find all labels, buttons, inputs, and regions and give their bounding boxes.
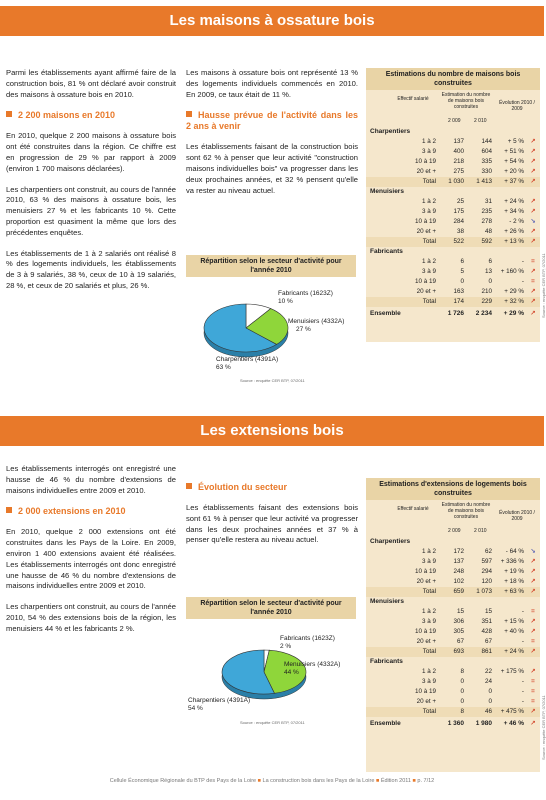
row-label: Ensemble	[370, 720, 401, 727]
table-years-row	[366, 118, 540, 127]
row-label: Total	[422, 178, 436, 185]
cell-evolution: + 34 %	[504, 208, 524, 215]
square-bullet-icon: ■	[375, 778, 380, 784]
cell-evolution: + 63 %	[504, 588, 524, 595]
subheading: 2 000 extensions en 2010	[6, 506, 176, 517]
paragraph: Les maisons à ossature bois ont représenté 13 % des logements individuels commencés en 2010. En 2009, ce taux était de 11 %.	[186, 68, 358, 99]
square-bullet-icon	[6, 507, 12, 513]
cell-2009: 305	[453, 628, 464, 635]
cell-2009: 172	[453, 548, 464, 555]
cell-evolution: + 32 %	[504, 298, 524, 305]
row-label: 3 à 9	[421, 268, 436, 275]
column-header-evolution: Évolution 2010 / 2009	[499, 100, 535, 112]
table-title: Estimations du nombre de maisons bois construites	[366, 68, 540, 90]
cell-evolution: + 29 %	[504, 288, 524, 295]
paragraph: En 2010, quelque 2 200 maisons à ossature bois ont été construites dans la région. Ce chiffre est en progression de 29 % par rapport à 2009 (environ 1 700 maisons déclarées).	[6, 131, 176, 173]
equal-icon: =	[531, 608, 535, 615]
square-bullet-icon	[186, 111, 192, 117]
equal-icon: =	[531, 698, 535, 705]
table-row	[366, 627, 540, 637]
row-label: 20 et +	[416, 168, 436, 175]
cell-evolution: + 40 %	[504, 628, 524, 635]
data-table-extensions	[366, 478, 540, 772]
table-row	[366, 667, 540, 677]
row-label: 10 à 19	[414, 688, 436, 695]
cell-2009: 175	[453, 208, 464, 215]
pie-label-menuisiers: Menuisiers (4332A)	[284, 661, 341, 668]
cell-2009: 137	[453, 138, 464, 145]
cell-2010: 144	[481, 138, 492, 145]
cell-evolution: -	[521, 678, 524, 685]
pie-label-fabricants: Fabricants (1623Z)	[280, 635, 335, 642]
table-row	[366, 687, 540, 697]
row-label: 10 à 19	[414, 218, 436, 225]
cell-2010: 1 073	[476, 588, 492, 595]
cell-2009: 0	[460, 678, 464, 685]
arrow-up-right-icon: ↗	[530, 158, 536, 165]
cell-evolution: + 29 %	[503, 310, 524, 317]
cell-2009: 218	[453, 158, 464, 165]
cell-2010: 31	[484, 198, 492, 205]
footer-edition: Édition 2011	[380, 778, 411, 784]
table-column-headers	[366, 90, 540, 118]
cell-2010: 861	[481, 648, 492, 655]
subheading: Évolution du secteur	[186, 482, 358, 493]
cell-2010: 22	[484, 668, 492, 675]
chart-source: Source : enquête CER BTP, 07/2011	[240, 378, 305, 383]
cell-evolution: + 160 %	[500, 268, 524, 275]
cell-evolution: + 15 %	[504, 618, 524, 625]
cell-evolution: -	[521, 258, 524, 265]
row-label: 10 à 19	[414, 628, 436, 635]
table-total-row	[366, 587, 540, 597]
arrow-up-right-icon: ↗	[530, 268, 536, 275]
cell-2009: 275	[453, 168, 464, 175]
table-source: Source : enquête CER BTP, 07/2011	[541, 253, 546, 318]
cell-evolution: + 19 %	[504, 568, 524, 575]
paragraph: Les établissements interrogés ont enregistré une hausse de 46 % du nombre d'extensions de maisons individuelles entre 2009 et 2010.	[6, 464, 176, 495]
cell-2010: 13	[484, 268, 492, 275]
cell-2009: 659	[453, 588, 464, 595]
cell-evolution: + 54 %	[504, 158, 524, 165]
arrow-up-right-icon: ↗	[530, 208, 536, 215]
arrow-up-right-icon: ↗	[530, 148, 536, 155]
group-label: Menuisiers	[370, 188, 404, 195]
section-banner-maisons	[0, 6, 544, 36]
pie-label-fabricants-pct: 10 %	[278, 298, 293, 305]
table-years-row	[366, 528, 540, 537]
group-label: Charpentiers	[370, 538, 411, 545]
chart-title: Répartition selon le secteur d'activité pour l'année 2010	[186, 255, 356, 277]
paragraph: En 2010, quelque 2 000 extensions ont été construites dans les Pays de la Loire. En 2009, environ 1 400 extensions avaient été réalisées. Les établissements interrogés ont donc enregistré une hausse de 46 % du nombre d'extensions de maisons individuelles entre 2009 et 2010.	[6, 527, 176, 591]
cell-2010: 604	[481, 148, 492, 155]
cell-evolution: + 175 %	[500, 668, 524, 675]
row-label: 20 et +	[416, 228, 436, 235]
data-table-maisons	[366, 68, 540, 342]
table-row	[366, 557, 540, 567]
cell-2009: 1 360	[447, 720, 464, 727]
cell-2009: 67	[456, 638, 464, 645]
pie-label-fabricants: Fabricants (1623Z)	[278, 290, 333, 297]
square-bullet-icon: ■	[412, 778, 416, 784]
row-label: Total	[422, 298, 436, 305]
cell-2009: 0	[460, 278, 464, 285]
cell-2009: 0	[460, 688, 464, 695]
cell-2010: 67	[484, 638, 492, 645]
cell-evolution: + 13 %	[504, 238, 524, 245]
chart-source: Source : enquête CER BTP, 07/2011	[240, 720, 305, 725]
pie-chart-extensions	[186, 628, 356, 718]
cell-2010: 15	[484, 608, 492, 615]
paragraph: Les charpentiers ont construit, au cours de l'année 2010, 63 % des maisons à ossature bois, les menuisiers 27 % et les fabricants 10 %. Cette proportion est quasiment la même que lors des précédentes enquêtes.	[6, 184, 176, 237]
cell-2010: 335	[481, 158, 492, 165]
cell-2010: 6	[488, 258, 492, 265]
column-header-estimation: Estimation du nombre de maisons bois construites	[441, 502, 491, 520]
pie-label-charpentiers: Charpentiers (4391A)	[216, 356, 279, 363]
table-group-header	[366, 187, 540, 197]
square-bullet-icon	[186, 483, 192, 489]
cell-evolution: + 37 %	[504, 178, 524, 185]
group-label: Fabricants	[370, 658, 403, 665]
arrow-up-right-icon: ↗	[530, 568, 536, 575]
group-label: Charpentiers	[370, 128, 411, 135]
cell-2009: 1 030	[448, 178, 464, 185]
arrow-up-right-icon: ↗	[530, 628, 536, 635]
cell-2010: 294	[481, 568, 492, 575]
cell-2010: 0	[488, 688, 492, 695]
table-row	[366, 207, 540, 217]
cell-evolution: -	[521, 688, 524, 695]
subheading: 2 200 maisons en 2010	[6, 110, 176, 121]
cell-2010: 278	[481, 218, 492, 225]
arrow-up-right-icon: ↗	[530, 578, 536, 585]
footer-page: p. 7/12	[417, 778, 435, 784]
column-header-evolution: Évolution 2010 / 2009	[499, 510, 535, 522]
cell-2009: 8	[460, 668, 464, 675]
table-ensemble-row	[366, 717, 540, 731]
table-total-row	[366, 177, 540, 187]
cell-2009: 137	[453, 558, 464, 565]
chart-title: Répartition selon le secteur d'activité pour l'année 2010	[186, 597, 356, 619]
row-label: 10 à 19	[414, 158, 436, 165]
table-row	[366, 577, 540, 587]
footer-publication: La construction bois dans les Pays de la Loire	[262, 778, 375, 784]
cell-2009: 1 726	[447, 310, 464, 317]
cell-evolution: + 51 %	[504, 148, 524, 155]
text-column-2	[186, 482, 358, 556]
cell-2009: 15	[456, 608, 464, 615]
row-label: 10 à 19	[414, 568, 436, 575]
row-label: 1 à 2	[421, 258, 436, 265]
row-label: 20 et +	[416, 578, 436, 585]
cell-2010: 1 980	[475, 720, 492, 727]
arrow-up-right-icon: ↗	[530, 310, 536, 317]
table-total-row	[366, 707, 540, 717]
group-label: Menuisiers	[370, 598, 404, 605]
table-title: Estimations d'extensions de logements bois construites	[366, 478, 540, 500]
table-row	[366, 197, 540, 207]
table-source: Source : enquête CER BTP, 07/2011	[541, 695, 546, 760]
cell-2010: 46	[484, 708, 492, 715]
text-column-2	[186, 68, 358, 206]
row-label: 20 et +	[416, 698, 436, 705]
cell-2010: 351	[481, 618, 492, 625]
pie-label-charpentiers: Charpentiers (4391A)	[188, 697, 251, 704]
pie-label-charpentiers-pct: 63 %	[216, 364, 231, 371]
cell-2009: 174	[453, 298, 464, 305]
cell-2009: 6	[460, 258, 464, 265]
table-row	[366, 267, 540, 277]
cell-evolution: + 475 %	[500, 708, 524, 715]
row-label: Total	[422, 588, 436, 595]
section-title: Les maisons à ossature bois	[169, 12, 375, 29]
cell-2010: 2 234	[475, 310, 492, 317]
table-row	[366, 167, 540, 177]
page-footer	[0, 778, 544, 784]
cell-2010: 62	[484, 548, 492, 555]
arrow-down-right-icon: ↘	[530, 218, 536, 225]
cell-2010: 428	[481, 628, 492, 635]
cell-2009: 284	[453, 218, 464, 225]
cell-2009: 163	[453, 288, 464, 295]
cell-2010: 330	[481, 168, 492, 175]
table-row	[366, 697, 540, 707]
cell-2009: 8	[460, 708, 464, 715]
year-header: 2 010	[474, 528, 487, 534]
pie-chart-box	[186, 597, 356, 619]
cell-evolution: -	[521, 278, 524, 285]
subheading: Hausse prévue de l'activité dans les 2 ans à venir	[186, 110, 358, 132]
table-row	[366, 547, 540, 557]
cell-2009: 0	[460, 698, 464, 705]
year-header: 2 009	[448, 528, 461, 534]
cell-2009: 5	[460, 268, 464, 275]
cell-2009: 248	[453, 568, 464, 575]
section-title: Les extensions bois	[200, 422, 344, 439]
arrow-up-right-icon: ↗	[530, 238, 536, 245]
cell-evolution: -	[521, 638, 524, 645]
paragraph: Les établissements faisant des extensions bois sont 61 % à penser que leur activité va progresser dans les deux prochaines années et 37 % à penser qu'elle restera au niveau actuel.	[186, 503, 358, 545]
equal-icon: =	[531, 258, 535, 265]
arrow-up-right-icon: ↗	[530, 298, 536, 305]
arrow-up-right-icon: ↗	[530, 588, 536, 595]
cell-2009: 306	[453, 618, 464, 625]
arrow-up-right-icon: ↗	[530, 668, 536, 675]
cell-2009: 522	[453, 238, 464, 245]
cell-evolution: + 24 %	[504, 648, 524, 655]
table-row	[366, 607, 540, 617]
cell-2009: 102	[453, 578, 464, 585]
arrow-up-right-icon: ↗	[530, 618, 536, 625]
row-label: 1 à 2	[421, 608, 436, 615]
row-label: 3 à 9	[421, 678, 436, 685]
cell-evolution: + 24 %	[504, 198, 524, 205]
table-row	[366, 277, 540, 287]
table-row	[366, 137, 540, 147]
table-row	[366, 227, 540, 237]
row-label: Total	[422, 708, 436, 715]
paragraph: Les établissements de 1 à 2 salariés ont réalisé 8 % des logements individuels, les établissements de 3 à 9 salariés, 38 %, ceux de 10 à 19 salariés, 28 %, et ceux de 20 salariés et plus, 26 %.	[6, 248, 176, 290]
table-row	[366, 157, 540, 167]
table-row	[366, 567, 540, 577]
table-row	[366, 637, 540, 647]
square-bullet-icon	[6, 111, 12, 117]
arrow-up-right-icon: ↗	[530, 708, 536, 715]
year-header: 2 010	[474, 118, 487, 124]
cell-evolution: -	[521, 608, 524, 615]
arrow-up-right-icon: ↗	[530, 228, 536, 235]
column-header-estimation: Estimation du nombre de maisons bois construites	[441, 92, 491, 110]
row-label: 3 à 9	[421, 558, 436, 565]
table-row	[366, 257, 540, 267]
table-row	[366, 287, 540, 297]
cell-evolution: + 336 %	[500, 558, 524, 565]
row-label: 1 à 2	[421, 548, 436, 555]
column-header-effectif: Effectif salarié	[397, 506, 429, 512]
table-ensemble-row	[366, 307, 540, 321]
table-group-header	[366, 537, 540, 547]
cell-2010: 229	[481, 298, 492, 305]
cell-2010: 235	[481, 208, 492, 215]
arrow-up-right-icon: ↗	[530, 720, 536, 727]
paragraph: Parmi les établissements ayant affirmé faire de la construction bois, 81 % ont déclaré avoir construit des maisons à ossature bois en 2010.	[6, 68, 176, 99]
cell-2010: 592	[481, 238, 492, 245]
arrow-up-right-icon: ↗	[530, 178, 536, 185]
equal-icon: =	[531, 278, 535, 285]
cell-evolution: -	[521, 698, 524, 705]
table-total-row	[366, 647, 540, 657]
table-row	[366, 217, 540, 227]
cell-2009: 693	[453, 648, 464, 655]
arrow-down-right-icon: ↘	[530, 548, 536, 555]
pie-label-menuisiers-pct: 27 %	[296, 326, 311, 333]
pie-chart-box	[186, 255, 356, 277]
row-label: 1 à 2	[421, 198, 436, 205]
row-label: 1 à 2	[421, 668, 436, 675]
cell-2010: 48	[484, 228, 492, 235]
cell-2010: 210	[481, 288, 492, 295]
table-group-header	[366, 127, 540, 137]
year-header: 2 009	[448, 118, 461, 124]
cell-2010: 0	[488, 278, 492, 285]
paragraph: Les établissements faisant de la construction bois sont 62 % à penser que leur activité "construction maisons individuelles bois" va progresser dans les deux prochaines années, et 32 % pensent qu'elle va rester au niveau actuel.	[186, 142, 358, 195]
cell-2010: 0	[488, 698, 492, 705]
paragraph: Les charpentiers ont construit, au cours de l'année 2010, 54 % des extensions bois de la région, les menuisiers 44 % et les fabricants 2 %.	[6, 602, 176, 633]
cell-2010: 120	[481, 578, 492, 585]
arrow-up-right-icon: ↗	[530, 648, 536, 655]
cell-evolution: + 26 %	[504, 228, 524, 235]
table-row	[366, 677, 540, 687]
equal-icon: =	[531, 638, 535, 645]
table-total-row	[366, 237, 540, 247]
pie-label-menuisiers: Menuisiers (4332A)	[288, 318, 345, 325]
cell-2010: 24	[484, 678, 492, 685]
arrow-up-right-icon: ↗	[530, 288, 536, 295]
cell-2010: 597	[481, 558, 492, 565]
equal-icon: =	[531, 688, 535, 695]
arrow-up-right-icon: ↗	[530, 138, 536, 145]
square-bullet-icon: ■	[257, 778, 261, 784]
cell-evolution: + 46 %	[503, 720, 524, 727]
cell-2009: 25	[456, 198, 464, 205]
arrow-up-right-icon: ↗	[530, 198, 536, 205]
text-column-1	[6, 464, 176, 645]
table-column-headers	[366, 500, 540, 528]
cell-evolution: + 20 %	[504, 168, 524, 175]
row-label: 3 à 9	[421, 148, 436, 155]
group-label: Fabricants	[370, 248, 403, 255]
equal-icon: =	[531, 678, 535, 685]
cell-2009: 38	[456, 228, 464, 235]
cell-2010: 1 413	[476, 178, 492, 185]
table-total-row	[366, 297, 540, 307]
table-row	[366, 147, 540, 157]
row-label: 20 et +	[416, 638, 436, 645]
row-label: 20 et +	[416, 288, 436, 295]
pie-label-fabricants-pct: 2 %	[280, 643, 292, 650]
row-label: 3 à 9	[421, 208, 436, 215]
footer-org: Cellule Économique Régionale du BTP des Pays de la Loire	[109, 778, 257, 784]
section-banner-extensions	[0, 416, 544, 446]
table-group-header	[366, 657, 540, 667]
table-group-header	[366, 597, 540, 607]
cell-evolution: + 18 %	[504, 578, 524, 585]
pie-label-charpentiers-pct: 54 %	[188, 705, 203, 712]
row-label: Total	[422, 238, 436, 245]
row-label: 10 à 19	[414, 278, 436, 285]
arrow-up-right-icon: ↗	[530, 168, 536, 175]
table-row	[366, 617, 540, 627]
arrow-up-right-icon: ↗	[530, 558, 536, 565]
row-label: Total	[422, 648, 436, 655]
row-label: Ensemble	[370, 310, 401, 317]
cell-evolution: - 64 %	[505, 548, 524, 555]
pie-label-menuisiers-pct: 44 %	[284, 669, 299, 676]
cell-evolution: - 2 %	[509, 218, 524, 225]
table-group-header	[366, 247, 540, 257]
pie-chart-maisons	[186, 283, 356, 373]
column-header-effectif: Effectif salarié	[397, 96, 429, 102]
row-label: 1 à 2	[421, 138, 436, 145]
row-label: 3 à 9	[421, 618, 436, 625]
cell-2009: 400	[453, 148, 464, 155]
cell-evolution: + 5 %	[507, 138, 524, 145]
text-column-1	[6, 68, 176, 302]
